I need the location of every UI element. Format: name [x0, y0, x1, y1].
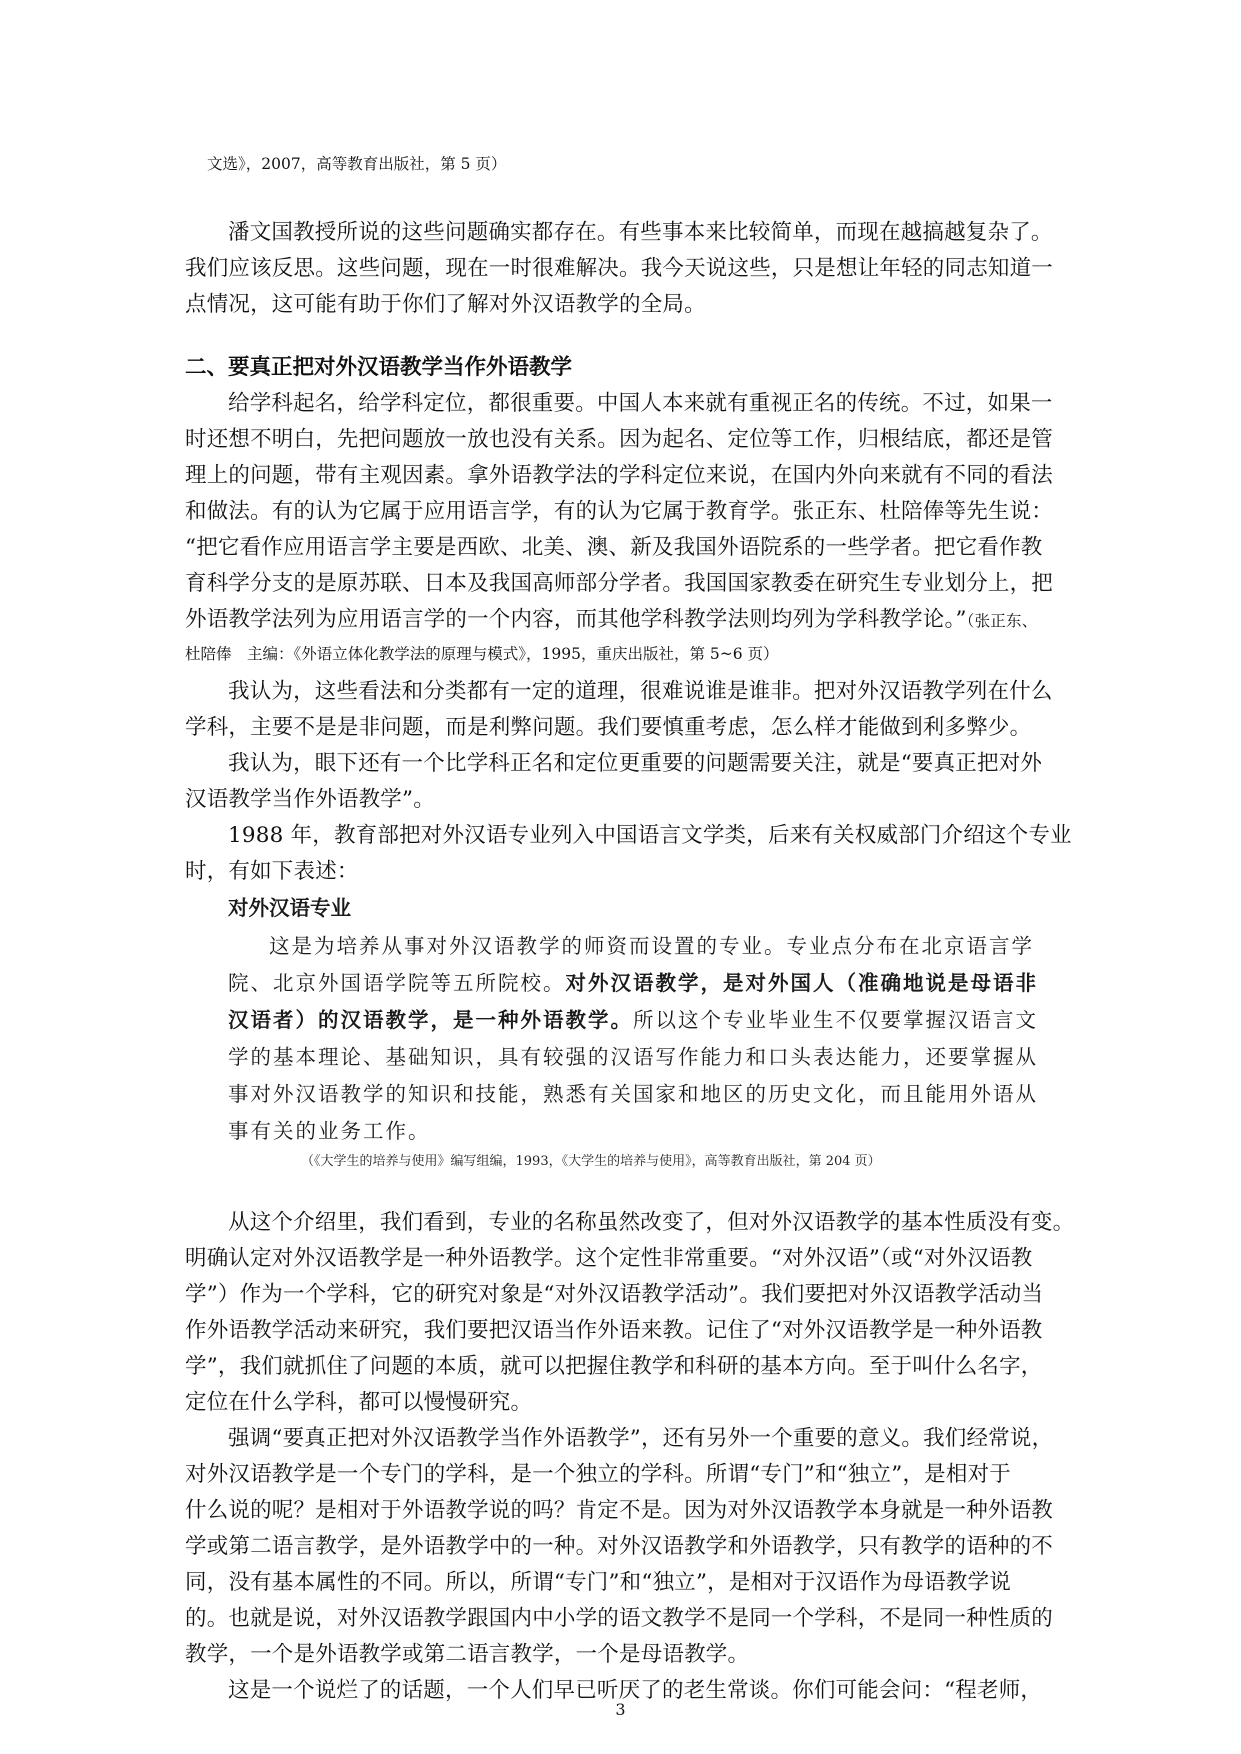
page-number: 3 — [615, 1700, 626, 1719]
quote-text: 所以这个专业毕业生不仅要掌握汉语言文 — [633, 1008, 1038, 1032]
quote-line: 这是为培养从事对外汉语教学的师资而设置的专业。专业点分布在北京语言学 — [269, 934, 1034, 958]
paragraph-line: 定位在什么学科，都可以慢慢研究。 — [185, 1390, 533, 1415]
paragraph-line: 这是一个说烂了的话题，一个人们早已听厌了的老生常谈。你们可能会问：“程老师， — [228, 1678, 1043, 1703]
citation-continuation: 文选》，2007，高等教育出版社，第 5 页） — [207, 155, 507, 173]
paragraph-line: 给学科起名，给学科定位，都很重要。中国人本来就有重视正名的传统。不过，如果一 — [228, 391, 1053, 416]
paragraph-line: 学科，主要不是是非问题，而是利弊问题。我们要慎重考虑，怎么样才能做到利多弊少。 — [185, 715, 1032, 740]
paragraph-line: 我认为，眼下还有一个比学科正名和定位更重要的问题需要关注，就是“要真正把对外 — [228, 751, 1043, 776]
quote-line — [228, 966, 1038, 996]
paragraph-line — [185, 602, 1037, 633]
paragraph-line: 理上的问题，带有主观因素。拿外语教学法的学科定位来说，在国内外向来就有不同的看法 — [185, 463, 1054, 488]
citation-line: 杜陪俸 主编：《外语立体化教学法的原理与模式》，1995，重庆出版社，第 5~6 页） — [185, 645, 779, 663]
paragraph-line: 时还想不明白，先把问题放一放也没有关系。因为起名、定位等工作，归根结底，都还是管 — [185, 427, 1054, 452]
quote-line: 事对外汉语教学的知识和技能，熟悉有关国家和地区的历史文化，而且能用外语从 — [228, 1082, 1038, 1106]
paragraph-line: 强调“要真正把对外汉语教学当作外语教学”，还有另外一个重要的意义。我们经常说， — [228, 1426, 1054, 1451]
quote-emphasis: 对外汉语教学，是对外国人（准确地说是母语非 — [565, 971, 1038, 995]
paragraph-line: 1988 年，教育部把对外汉语专业列入中国语言文学类，后来有关权威部门介绍这个专业 — [228, 823, 1072, 848]
paragraph-line: 学”，我们就抓住了问题的本质，就可以把握住教学和科研的基本方向。至于叫什么名字， — [185, 1354, 1043, 1379]
paragraph-line: 我们应该反思。这些问题，现在一时很难解决。我今天说这些，只是想让年轻的同志知道一 — [185, 256, 1054, 281]
quote-line — [228, 1003, 1038, 1033]
paragraph-line: 点情况，这可能有助于你们了解对外汉语教学的全局。 — [185, 292, 706, 317]
paragraph-line: “把它看作应用语言学主要是西欧、北美、澳、新及我国外语院系的一些学者。把它看作教 — [185, 535, 1043, 560]
paragraph-line: 什么说的呢？是相对于外语教学说的吗？肯定不是。因为对外汉语教学本身就是一种外语教 — [185, 1498, 1054, 1523]
paragraph-line: 和做法。有的认为它属于应用语言学，有的认为它属于教育学。张正东、杜陪俸等先生说： — [185, 499, 1054, 524]
paragraph-line: 同，没有基本属性的不同。所以，所谓“专门”和“独立”，是相对于汉语作为母语教学说 — [185, 1570, 1011, 1595]
paragraph-line: 学或第二语言教学，是外语教学中的一种。对外汉语教学和外语教学，只有教学的语种的不 — [185, 1534, 1054, 1559]
paragraph-line: 育科学分支的是原苏联、日本及我国高师部分学者。我国国家教委在研究生专业划分上，把 — [185, 571, 1054, 596]
quote-emphasis: 汉语者）的汉语教学，是一种外语教学。 — [228, 1008, 633, 1032]
quote-text: 院、北京外国语学院等五所院校。 — [228, 971, 566, 995]
quote-line: 学的基本理论、基础知识，具有较强的汉语写作能力和口头表达能力，还要掌握从 — [228, 1045, 1038, 1069]
paragraph-line: 教学，一个是外语教学或第二语言教学，一个是母语教学。 — [185, 1642, 750, 1667]
paragraph-line: 明确认定对外汉语教学是一种外语教学。这个定性非常重要。“对外汉语”（或“对外汉语教 — [185, 1246, 1033, 1271]
paragraph-line: 学”）作为一个学科，它的研究对象是“对外汉语教学活动”。我们要把对外汉语教学活动当 — [185, 1282, 1044, 1307]
inline-citation: （张正东、 — [966, 612, 1038, 630]
quote-source: （《大学生的培养与使用》编写组编，1993，《大学生的培养与使用》，高等教育出版社，第 204 页） — [301, 1154, 881, 1169]
paragraph-text: 外语教学法列为应用语言学的一个内容，而其他学科教学法则均列为学科教学论。” — [185, 607, 967, 632]
section-heading: 二、要真正把对外汉语教学当作外语教学 — [185, 355, 573, 380]
paragraph-line: 潘文国教授所说的这些问题确实都存在。有些事本来比较简单，而现在越搞越复杂了。 — [228, 220, 1053, 245]
paragraph-line: 对外汉语教学是一个专门的学科，是一个独立的学科。所谓“专门”和“独立”，是相对于 — [185, 1462, 1011, 1487]
paragraph-line: 时，有如下表述： — [185, 859, 359, 884]
paragraph-line: 从这个介绍里，我们看到，专业的名称虽然改变了，但对外汉语教学的基本性质没有变。 — [228, 1210, 1075, 1235]
paragraph-line: 我认为，这些看法和分类都有一定的道理，很难说谁是谁非。把对外汉语教学列在什么 — [228, 679, 1053, 704]
paragraph-line: 作外语教学活动来研究，我们要把汉语当作外语来教。记住了“对外汉语教学是一种外语教 — [185, 1318, 1043, 1343]
paragraph-line: 的。也就是说，对外汉语教学跟国内中小学的语文教学不是同一个学科，不是同一种性质的 — [185, 1606, 1054, 1631]
quote-line: 事有关的业务工作。 — [228, 1119, 431, 1143]
paragraph-line: 汉语教学当作外语教学”。 — [185, 787, 435, 812]
quote-title: 对外汉语专业 — [228, 896, 351, 920]
